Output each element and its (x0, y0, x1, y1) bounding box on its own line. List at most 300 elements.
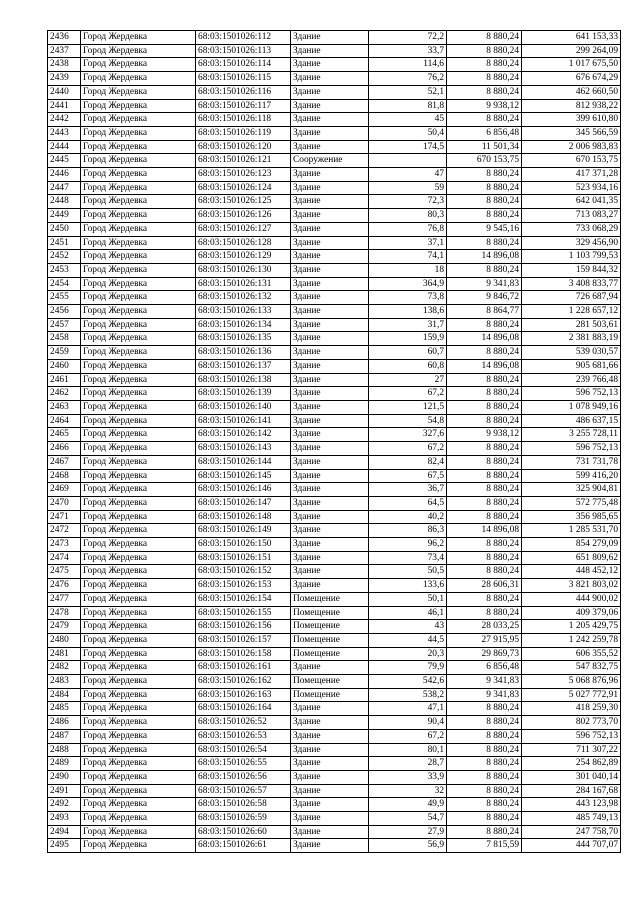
row-number-cell: 2469 (48, 483, 81, 497)
cadastral-number-cell: 68:03:1501026:120 (196, 140, 291, 154)
object-type-cell: Здание (291, 72, 369, 86)
area-cell: 67,2 (369, 442, 447, 456)
locality-cell: Город Жердевка (81, 305, 196, 319)
object-type-cell: Здание (291, 373, 369, 387)
object-type-cell: Помещение (291, 592, 369, 606)
row-number-cell: 2470 (48, 496, 81, 510)
unit-value-cell: 8 880,24 (447, 442, 522, 456)
locality-cell: Город Жердевка (81, 400, 196, 414)
cadastral-value-cell: 329 456,90 (522, 236, 621, 250)
object-type-cell: Здание (291, 113, 369, 127)
cadastral-number-cell: 68:03:1501026:144 (196, 455, 291, 469)
area-cell: 40,2 (369, 510, 447, 524)
object-type-cell: Здание (291, 222, 369, 236)
area-cell: 60,8 (369, 359, 447, 373)
table-row (48, 455, 621, 469)
locality-cell: Город Жердевка (81, 387, 196, 401)
area-cell: 60,7 (369, 346, 447, 360)
cadastral-value-cell: 486 637,15 (522, 414, 621, 428)
cadastral-value-cell: 418 259,30 (522, 702, 621, 716)
table-row (48, 113, 621, 127)
cadastral-value-cell: 254 862,89 (522, 757, 621, 771)
table-row (48, 332, 621, 346)
cadastral-number-cell: 68:03:1501026:141 (196, 414, 291, 428)
cadastral-number-cell: 68:03:1501026:131 (196, 277, 291, 291)
unit-value-cell: 8 880,24 (447, 85, 522, 99)
object-type-cell: Здание (291, 209, 369, 223)
table-row (48, 318, 621, 332)
row-number-cell: 2457 (48, 318, 81, 332)
cadastral-value-cell: 409 379,06 (522, 606, 621, 620)
cadastral-value-cell: 641 153,33 (522, 31, 621, 45)
cadastral-value-cell: 606 355,52 (522, 647, 621, 661)
cadastral-value-cell: 159 844,32 (522, 263, 621, 277)
row-number-cell: 2478 (48, 606, 81, 620)
cadastral-number-cell: 68:03:1501026:134 (196, 318, 291, 332)
locality-cell: Город Жердевка (81, 263, 196, 277)
locality-cell: Город Жердевка (81, 222, 196, 236)
locality-cell: Город Жердевка (81, 757, 196, 771)
locality-cell: Город Жердевка (81, 154, 196, 168)
area-cell: 33,9 (369, 770, 447, 784)
cadastral-value-cell: 733 068,29 (522, 222, 621, 236)
cadastral-number-cell: 68:03:1501026:147 (196, 496, 291, 510)
locality-cell: Город Жердевка (81, 332, 196, 346)
cadastral-number-cell: 68:03:1501026:115 (196, 72, 291, 86)
object-type-cell: Здание (291, 496, 369, 510)
locality-cell: Город Жердевка (81, 318, 196, 332)
cadastral-number-cell: 68:03:1501026:112 (196, 31, 291, 45)
cadastral-number-cell: 68:03:1501026:124 (196, 181, 291, 195)
row-number-cell: 2473 (48, 538, 81, 552)
unit-value-cell: 8 880,24 (447, 757, 522, 771)
cadastral-number-cell: 68:03:1501026:158 (196, 647, 291, 661)
area-cell: 96,2 (369, 538, 447, 552)
object-type-cell: Здание (291, 770, 369, 784)
cadastral-value-cell: 711 307,22 (522, 743, 621, 757)
row-number-cell: 2443 (48, 126, 81, 140)
cadastral-value-cell: 676 674,29 (522, 72, 621, 86)
table-row (48, 812, 621, 826)
locality-cell: Город Жердевка (81, 44, 196, 58)
cadastral-number-cell: 68:03:1501026:156 (196, 620, 291, 634)
table-row (48, 387, 621, 401)
locality-cell: Город Жердевка (81, 140, 196, 154)
area-cell: 31,7 (369, 318, 447, 332)
object-type-cell: Здание (291, 126, 369, 140)
table-row (48, 305, 621, 319)
object-type-cell: Здание (291, 291, 369, 305)
unit-value-cell: 8 880,24 (447, 72, 522, 86)
area-cell: 72,2 (369, 31, 447, 45)
locality-cell: Город Жердевка (81, 702, 196, 716)
object-type-cell: Здание (291, 812, 369, 826)
unit-value-cell: 8 880,24 (447, 469, 522, 483)
table-row (48, 825, 621, 839)
table-row (48, 359, 621, 373)
area-cell: 33,7 (369, 44, 447, 58)
unit-value-cell: 8 880,24 (447, 565, 522, 579)
locality-cell: Город Жердевка (81, 250, 196, 264)
cadastral-value-cell: 670 153,75 (522, 154, 621, 168)
cadastral-value-cell: 905 681,66 (522, 359, 621, 373)
unit-value-cell: 8 880,24 (447, 729, 522, 743)
locality-cell: Город Жердевка (81, 31, 196, 45)
area-cell: 74,1 (369, 250, 447, 264)
table-row (48, 620, 621, 634)
unit-value-cell: 8 880,24 (447, 209, 522, 223)
table-row (48, 126, 621, 140)
unit-value-cell: 8 880,24 (447, 263, 522, 277)
object-type-cell: Здание (291, 31, 369, 45)
object-type-cell: Здание (291, 483, 369, 497)
unit-value-cell: 29 869,73 (447, 647, 522, 661)
unit-value-cell: 9 341,83 (447, 675, 522, 689)
area-cell: 47 (369, 168, 447, 182)
unit-value-cell: 28 033,25 (447, 620, 522, 634)
row-number-cell: 2462 (48, 387, 81, 401)
cadastral-number-cell: 68:03:1501026:148 (196, 510, 291, 524)
object-type-cell: Здание (291, 195, 369, 209)
area-cell: 138,6 (369, 305, 447, 319)
cadastral-number-cell: 68:03:1501026:150 (196, 538, 291, 552)
row-number-cell: 2458 (48, 332, 81, 346)
row-number-cell: 2449 (48, 209, 81, 223)
object-type-cell: Здание (291, 58, 369, 72)
locality-cell: Город Жердевка (81, 839, 196, 853)
object-type-cell: Здание (291, 798, 369, 812)
row-number-cell: 2471 (48, 510, 81, 524)
cadastral-value-cell: 1 285 531,70 (522, 524, 621, 538)
row-number-cell: 2480 (48, 633, 81, 647)
cadastral-value-cell: 345 566,59 (522, 126, 621, 140)
table-row (48, 716, 621, 730)
locality-cell: Город Жердевка (81, 661, 196, 675)
locality-cell: Город Жердевка (81, 647, 196, 661)
row-number-cell: 2475 (48, 565, 81, 579)
unit-value-cell: 11 501,34 (447, 140, 522, 154)
locality-cell: Город Жердевка (81, 455, 196, 469)
area-cell: 28,7 (369, 757, 447, 771)
cadastral-number-cell: 68:03:1501026:54 (196, 743, 291, 757)
cadastral-value-cell: 299 264,09 (522, 44, 621, 58)
locality-cell: Город Жердевка (81, 538, 196, 552)
row-number-cell: 2476 (48, 579, 81, 593)
row-number-cell: 2446 (48, 168, 81, 182)
cadastral-number-cell: 68:03:1501026:145 (196, 469, 291, 483)
cadastral-value-cell: 247 758,70 (522, 825, 621, 839)
cadastral-value-cell: 1 103 799,53 (522, 250, 621, 264)
row-number-cell: 2488 (48, 743, 81, 757)
row-number-cell: 2436 (48, 31, 81, 45)
table-row (48, 72, 621, 86)
row-number-cell: 2468 (48, 469, 81, 483)
object-type-cell: Здание (291, 538, 369, 552)
table-row (48, 31, 621, 45)
locality-cell: Город Жердевка (81, 99, 196, 113)
cadastral-number-cell: 68:03:1501026:133 (196, 305, 291, 319)
cadastral-value-cell: 443 123,98 (522, 798, 621, 812)
object-type-cell: Здание (291, 469, 369, 483)
object-type-cell: Здание (291, 387, 369, 401)
unit-value-cell: 9 341,83 (447, 277, 522, 291)
object-type-cell: Здание (291, 305, 369, 319)
object-type-cell: Здание (291, 400, 369, 414)
unit-value-cell: 8 880,24 (447, 702, 522, 716)
area-cell: 27 (369, 373, 447, 387)
table-row (48, 510, 621, 524)
area-cell: 133,6 (369, 579, 447, 593)
cadastral-value-cell: 1 242 259,78 (522, 633, 621, 647)
table-row (48, 209, 621, 223)
table-row (48, 702, 621, 716)
unit-value-cell: 8 880,24 (447, 168, 522, 182)
area-cell: 121,5 (369, 400, 447, 414)
cadastral-number-cell: 68:03:1501026:136 (196, 346, 291, 360)
cadastral-value-cell: 417 371,28 (522, 168, 621, 182)
locality-cell: Город Жердевка (81, 85, 196, 99)
locality-cell: Город Жердевка (81, 483, 196, 497)
cadastral-number-cell: 68:03:1501026:121 (196, 154, 291, 168)
cadastral-number-cell: 68:03:1501026:139 (196, 387, 291, 401)
cadastral-value-cell: 812 938,22 (522, 99, 621, 113)
table-row (48, 606, 621, 620)
cadastral-value-cell: 1 078 949,16 (522, 400, 621, 414)
area-cell: 67,5 (369, 469, 447, 483)
table-row (48, 140, 621, 154)
locality-cell: Город Жердевка (81, 620, 196, 634)
object-type-cell: Здание (291, 85, 369, 99)
table-row (48, 346, 621, 360)
table-row (48, 154, 621, 168)
row-number-cell: 2487 (48, 729, 81, 743)
object-type-cell: Здание (291, 743, 369, 757)
unit-value-cell: 8 880,24 (447, 483, 522, 497)
area-cell: 36,7 (369, 483, 447, 497)
locality-cell: Город Жердевка (81, 579, 196, 593)
locality-cell: Город Жердевка (81, 510, 196, 524)
locality-cell: Город Жердевка (81, 798, 196, 812)
locality-cell: Город Жердевка (81, 688, 196, 702)
unit-value-cell: 28 606,31 (447, 579, 522, 593)
cadastral-number-cell: 68:03:1501026:56 (196, 770, 291, 784)
object-type-cell: Здание (291, 455, 369, 469)
locality-cell: Город Жердевка (81, 469, 196, 483)
area-cell: 90,4 (369, 716, 447, 730)
cadastral-value-cell: 726 687,94 (522, 291, 621, 305)
cadastral-number-cell: 68:03:1501026:117 (196, 99, 291, 113)
unit-value-cell: 7 815,59 (447, 839, 522, 853)
table-row (48, 168, 621, 182)
cadastral-value-cell: 3 255 728,11 (522, 428, 621, 442)
object-type-cell: Здание (291, 551, 369, 565)
area-cell: 67,2 (369, 387, 447, 401)
cadastral-number-cell: 68:03:1501026:126 (196, 209, 291, 223)
row-number-cell: 2459 (48, 346, 81, 360)
cadastral-number-cell: 68:03:1501026:125 (196, 195, 291, 209)
area-cell: 54,7 (369, 812, 447, 826)
table-row (48, 524, 621, 538)
unit-value-cell: 8 880,24 (447, 825, 522, 839)
cadastral-value-cell: 356 985,65 (522, 510, 621, 524)
unit-value-cell: 8 880,24 (447, 373, 522, 387)
locality-cell: Город Жердевка (81, 825, 196, 839)
cadastral-value-cell: 444 707,07 (522, 839, 621, 853)
object-type-cell: Здание (291, 168, 369, 182)
cadastral-number-cell: 68:03:1501026:58 (196, 798, 291, 812)
unit-value-cell: 9 938,12 (447, 99, 522, 113)
cadastral-number-cell: 68:03:1501026:161 (196, 661, 291, 675)
locality-cell: Город Жердевка (81, 592, 196, 606)
object-type-cell: Здание (291, 579, 369, 593)
area-cell: 80,1 (369, 743, 447, 757)
area-cell: 54,8 (369, 414, 447, 428)
cadastral-number-cell: 68:03:1501026:149 (196, 524, 291, 538)
cadastral-number-cell: 68:03:1501026:154 (196, 592, 291, 606)
unit-value-cell: 8 864,77 (447, 305, 522, 319)
row-number-cell: 2456 (48, 305, 81, 319)
table-row (48, 784, 621, 798)
table-row (48, 250, 621, 264)
locality-cell: Город Жердевка (81, 812, 196, 826)
cadastral-number-cell: 68:03:1501026:55 (196, 757, 291, 771)
row-number-cell: 2477 (48, 592, 81, 606)
locality-cell: Город Жердевка (81, 126, 196, 140)
area-cell: 37,1 (369, 236, 447, 250)
cadastral-number-cell: 68:03:1501026:138 (196, 373, 291, 387)
row-number-cell: 2440 (48, 85, 81, 99)
unit-value-cell: 8 880,24 (447, 592, 522, 606)
cadastral-value-cell: 596 752,13 (522, 387, 621, 401)
table-row (48, 44, 621, 58)
unit-value-cell: 8 880,24 (447, 346, 522, 360)
table-row (48, 85, 621, 99)
cadastral-value-cell: 599 416,20 (522, 469, 621, 483)
cadastral-number-cell: 68:03:1501026:52 (196, 716, 291, 730)
unit-value-cell: 8 880,24 (447, 538, 522, 552)
area-cell: 114,6 (369, 58, 447, 72)
cadastral-number-cell: 68:03:1501026:118 (196, 113, 291, 127)
cadastral-number-cell: 68:03:1501026:129 (196, 250, 291, 264)
table-row (48, 181, 621, 195)
cadastral-number-cell: 68:03:1501026:127 (196, 222, 291, 236)
unit-value-cell: 14 896,08 (447, 332, 522, 346)
unit-value-cell: 6 856,48 (447, 126, 522, 140)
object-type-cell: Помещение (291, 647, 369, 661)
locality-cell: Город Жердевка (81, 606, 196, 620)
row-number-cell: 2451 (48, 236, 81, 250)
cadastral-value-cell: 301 040,14 (522, 770, 621, 784)
table-body (48, 31, 621, 853)
area-cell: 46,1 (369, 606, 447, 620)
locality-cell: Город Жердевка (81, 195, 196, 209)
object-type-cell: Здание (291, 784, 369, 798)
cadastral-value-table (47, 30, 621, 853)
table-row (48, 291, 621, 305)
row-number-cell: 2467 (48, 455, 81, 469)
cadastral-value-cell: 596 752,13 (522, 442, 621, 456)
area-cell: 50,4 (369, 126, 447, 140)
table-row (48, 592, 621, 606)
locality-cell: Город Жердевка (81, 496, 196, 510)
cadastral-value-cell: 642 041,35 (522, 195, 621, 209)
cadastral-number-cell: 68:03:1501026:157 (196, 633, 291, 647)
object-type-cell: Здание (291, 524, 369, 538)
unit-value-cell: 14 896,08 (447, 524, 522, 538)
cadastral-value-cell: 399 610,80 (522, 113, 621, 127)
cadastral-number-cell: 68:03:1501026:119 (196, 126, 291, 140)
unit-value-cell: 8 880,24 (447, 113, 522, 127)
unit-value-cell: 8 880,24 (447, 318, 522, 332)
cadastral-value-cell: 539 030,57 (522, 346, 621, 360)
cadastral-number-cell: 68:03:1501026:142 (196, 428, 291, 442)
cadastral-value-cell: 5 068 876,96 (522, 675, 621, 689)
cadastral-number-cell: 68:03:1501026:135 (196, 332, 291, 346)
cadastral-value-cell: 3 408 833,77 (522, 277, 621, 291)
cadastral-number-cell: 68:03:1501026:60 (196, 825, 291, 839)
unit-value-cell: 9 341,83 (447, 688, 522, 702)
unit-value-cell: 8 880,24 (447, 784, 522, 798)
cadastral-number-cell: 68:03:1501026:114 (196, 58, 291, 72)
unit-value-cell: 9 938,12 (447, 428, 522, 442)
area-cell: 76,8 (369, 222, 447, 236)
table-row (48, 496, 621, 510)
locality-cell: Город Жердевка (81, 113, 196, 127)
table-row (48, 647, 621, 661)
table-row (48, 798, 621, 812)
cadastral-number-cell: 68:03:1501026:162 (196, 675, 291, 689)
object-type-cell: Здание (291, 346, 369, 360)
locality-cell: Город Жердевка (81, 209, 196, 223)
table-row (48, 675, 621, 689)
area-cell: 50,1 (369, 592, 447, 606)
unit-value-cell: 8 880,24 (447, 236, 522, 250)
row-number-cell: 2437 (48, 44, 81, 58)
cadastral-number-cell: 68:03:1501026:140 (196, 400, 291, 414)
object-type-cell: Здание (291, 702, 369, 716)
cadastral-value-cell: 651 809,62 (522, 551, 621, 565)
row-number-cell: 2450 (48, 222, 81, 236)
cadastral-value-cell: 572 775,48 (522, 496, 621, 510)
unit-value-cell: 8 880,24 (447, 181, 522, 195)
cadastral-number-cell: 68:03:1501026:128 (196, 236, 291, 250)
row-number-cell: 2484 (48, 688, 81, 702)
row-number-cell: 2486 (48, 716, 81, 730)
area-cell: 43 (369, 620, 447, 634)
object-type-cell: Помещение (291, 675, 369, 689)
area-cell: 27,9 (369, 825, 447, 839)
area-cell: 73,8 (369, 291, 447, 305)
locality-cell: Город Жердевка (81, 716, 196, 730)
object-type-cell: Здание (291, 140, 369, 154)
table-row (48, 839, 621, 853)
object-type-cell: Здание (291, 359, 369, 373)
unit-value-cell: 8 880,24 (447, 551, 522, 565)
cadastral-number-cell: 68:03:1501026:151 (196, 551, 291, 565)
object-type-cell: Здание (291, 428, 369, 442)
cadastral-number-cell: 68:03:1501026:155 (196, 606, 291, 620)
locality-cell: Город Жердевка (81, 359, 196, 373)
row-number-cell: 2461 (48, 373, 81, 387)
unit-value-cell: 8 880,24 (447, 606, 522, 620)
cadastral-number-cell: 68:03:1501026:113 (196, 44, 291, 58)
cadastral-number-cell: 68:03:1501026:130 (196, 263, 291, 277)
object-type-cell: Здание (291, 510, 369, 524)
table-row (48, 743, 621, 757)
table-row (48, 236, 621, 250)
unit-value-cell: 8 880,24 (447, 716, 522, 730)
table-row (48, 538, 621, 552)
